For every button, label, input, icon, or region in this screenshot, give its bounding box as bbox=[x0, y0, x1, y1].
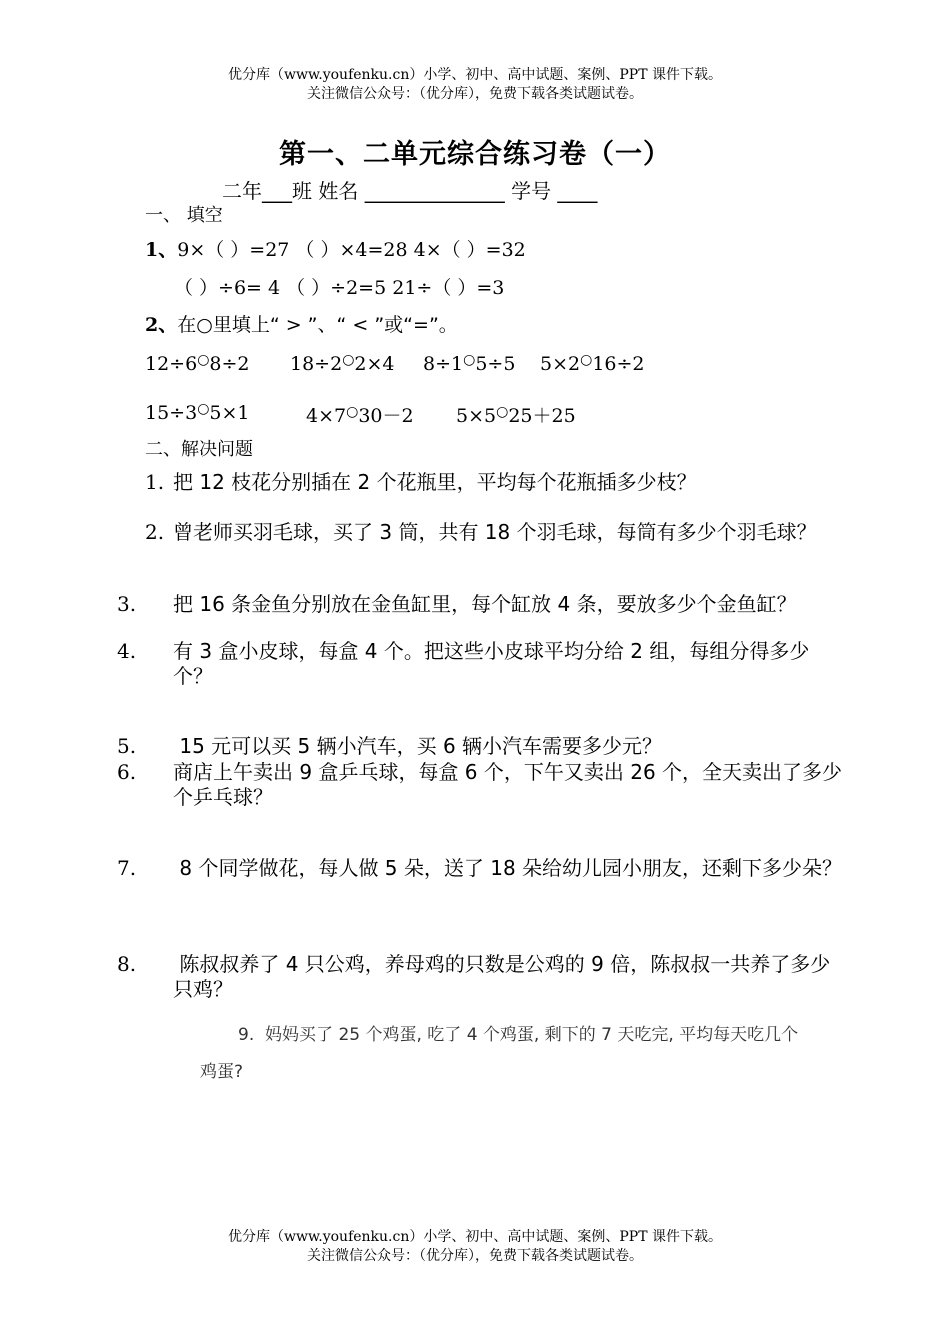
compare-right: 16÷2 bbox=[592, 353, 645, 375]
problem-number: 8. bbox=[117, 952, 137, 976]
footer-line-1: 优分库（www.youfenku.cn）小学、初中、高中试题、案例、PPT 课件下载。 bbox=[227, 1229, 722, 1245]
problem-text: 陈叔叔养了 4 只公鸡，养母鸡的只数是公鸡的 9 倍，陈叔叔一共养了多少只鸡？ bbox=[173, 952, 831, 1001]
compare-right: 30－2 bbox=[358, 405, 414, 427]
blank-circle[interactable]: ○ bbox=[346, 404, 359, 420]
problem-text: 8 个同学做花，每人做 5 朵，送了 18 朵给幼儿园小朋友，还剩下多少朵？ bbox=[173, 856, 843, 880]
problem-number: 4. bbox=[117, 639, 137, 663]
problem-text: 有 3 盒小皮球，每盒 4 个。把这些小皮球平均分给 2 组，每组分得多少个？ bbox=[173, 639, 810, 688]
problem-item bbox=[117, 952, 843, 1002]
problem-number: 2. bbox=[145, 520, 165, 544]
q2-instruction bbox=[145, 310, 458, 337]
problem-number: 3. bbox=[117, 592, 137, 616]
problem-item bbox=[117, 639, 843, 689]
footer-line-2: 关注微信公众号：（优分库），免费下载各类试题试卷。 bbox=[307, 1248, 643, 1264]
blank-circle[interactable]: ○ bbox=[197, 401, 210, 417]
problem-number: 7. bbox=[117, 856, 137, 880]
compare-item bbox=[290, 352, 395, 375]
compare-item bbox=[145, 401, 250, 424]
blank-circle[interactable]: ○ bbox=[580, 352, 593, 368]
compare-left: 12÷6 bbox=[145, 353, 198, 375]
q1-row-1 bbox=[145, 235, 526, 262]
section-1-heading: 一、 填空 bbox=[145, 205, 223, 226]
problem-text: 把 12 枝花分别插在 2 个花瓶里，平均每个花瓶插多少枝？ bbox=[173, 470, 697, 494]
problem-text: 妈妈买了 25 个鸡蛋, 吃了 4 个鸡蛋, 剩下的 7 天吃完, 平均每天吃几个鸡蛋? bbox=[200, 1025, 799, 1082]
compare-left: 15÷3 bbox=[145, 402, 198, 424]
problem-item bbox=[145, 470, 815, 495]
compare-left: 8÷1 bbox=[423, 353, 464, 375]
compare-item bbox=[540, 352, 645, 375]
section-2-heading: 二、解决问题 bbox=[145, 439, 253, 460]
compare-item bbox=[306, 401, 414, 428]
compare-left: 5×5 bbox=[456, 405, 497, 427]
blank-circle[interactable]: ○ bbox=[342, 352, 355, 368]
problem-text: 曾老师买羽毛球，买了 3 筒，共有 18 个羽毛球，每筒有多少个羽毛球？ bbox=[173, 520, 817, 544]
problem-item bbox=[200, 1017, 815, 1091]
problem-item bbox=[145, 520, 843, 545]
compare-left: 4×7 bbox=[306, 405, 347, 427]
page-title: 第一、二单元综合练习卷（一） bbox=[279, 139, 671, 170]
compare-left: 5×2 bbox=[540, 353, 581, 375]
compare-right: 2×4 bbox=[354, 353, 395, 375]
student-info-line: 二年___班 姓名 ______________ 学号 ____ bbox=[222, 179, 598, 203]
compare-right: 25＋25 bbox=[508, 405, 576, 427]
q1-label: 1、 bbox=[145, 239, 178, 261]
q1-row-1-text: 9×（ ）=27 （ ）×4=28 4×（ ）=32 bbox=[177, 239, 526, 261]
compare-item bbox=[145, 352, 250, 375]
q2-label: 2、 bbox=[145, 314, 178, 336]
compare-left: 18÷2 bbox=[290, 353, 343, 375]
problem-item bbox=[117, 592, 843, 617]
q1-row-2: （ ）÷6= 4 （ ）÷2=5 21÷（ ）=3 bbox=[174, 277, 505, 299]
blank-circle[interactable]: ○ bbox=[463, 352, 476, 368]
compare-item bbox=[456, 401, 576, 428]
problem-item bbox=[117, 734, 843, 759]
compare-item bbox=[423, 352, 515, 375]
problem-item bbox=[117, 760, 843, 810]
problem-text: 15 元可以买 5 辆小汽车，买 6 辆小汽车需要多少元？ bbox=[173, 734, 663, 758]
compare-right: 5×1 bbox=[209, 402, 250, 424]
problem-text: 商店上午卖出 9 盒乒乓球，每盒 6 个，下午又卖出 26 个，全天卖出了多少个乒乓球？ bbox=[173, 760, 843, 809]
header-line-1: 优分库（www.youfenku.cn）小学、初中、高中试题、案例、PPT 课件下载。 bbox=[227, 67, 722, 83]
compare-right: 5÷5 bbox=[475, 353, 516, 375]
problem-item bbox=[117, 856, 843, 881]
blank-circle[interactable]: ○ bbox=[197, 352, 210, 368]
problem-number: 6. bbox=[117, 760, 137, 784]
problem-number: 1. bbox=[145, 470, 165, 494]
header-line-2: 关注微信公众号：（优分库），免费下载各类试题试卷。 bbox=[307, 86, 643, 102]
compare-right: 8÷2 bbox=[209, 353, 250, 375]
q2-text: 在○里填上“ > ”、“ < ”或“=”。 bbox=[177, 314, 458, 336]
blank-circle[interactable]: ○ bbox=[496, 404, 509, 420]
problem-number: 9. bbox=[238, 1025, 255, 1045]
problem-text: 把 16 条金鱼分别放在金鱼缸里，每个缸放 4 条，要放多少个金鱼缸？ bbox=[173, 592, 797, 616]
problem-number: 5. bbox=[117, 734, 137, 758]
